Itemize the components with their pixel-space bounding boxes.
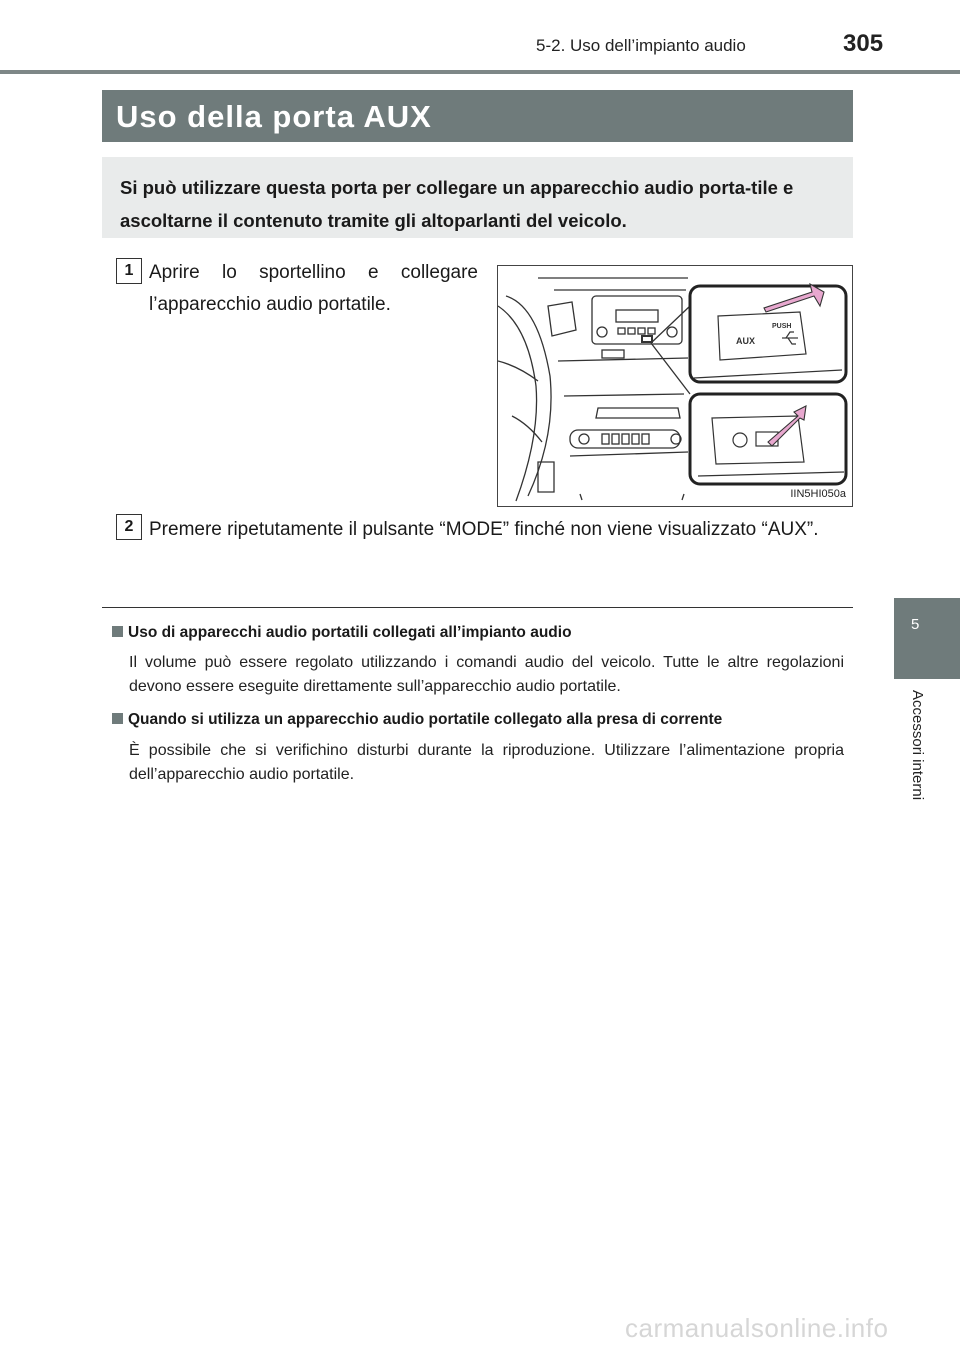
square-bullet-icon (112, 713, 123, 724)
illustration-code: IIN5HI050a (790, 488, 846, 500)
step-2-number: 2 (116, 514, 142, 540)
note-1-title (112, 624, 572, 642)
watermark: carmanualsonline.info (625, 1313, 889, 1343)
note-1-title-text: Uso di apparecchi audio portatili collegati all’impianto audio (128, 624, 572, 641)
note-2-body: È possibile che si verifichino disturbi durante la riproduzione. Utilizzare l’alimentazione propria dell’apparecchio audio portatile. (129, 742, 844, 783)
push-label: PUSH (772, 323, 792, 330)
header-rule (0, 70, 960, 74)
aux-label: AUX (736, 336, 756, 346)
step-1-number: 1 (116, 258, 142, 284)
running-header-section: 5-2. Uso dell’impianto audio (536, 36, 746, 55)
chapter-number: 5 (911, 616, 920, 633)
step-1-text: Aprire lo sportellino e collegare l’apparecchio audio portatile. (149, 262, 478, 315)
intro-box (102, 157, 853, 238)
note-2-title (112, 711, 722, 729)
chapter-side-tab (894, 598, 960, 679)
dashboard-drawing (498, 266, 853, 507)
page-number: 305 (843, 30, 884, 57)
section-title-bar (102, 90, 853, 142)
note-1-body: Il volume può essere regolato utilizzando i comandi audio del veicolo. Tutte le altre regolazioni devono essere eseguite direttamente sull’apparecchio audio portatile. (129, 654, 844, 695)
aux-port-illustration (497, 265, 853, 507)
square-bullet-icon (112, 626, 123, 637)
chapter-label: Accessori interni (909, 690, 926, 801)
chapter-label-wrap (904, 690, 928, 830)
note-2-title-text: Quando si utilizza un apparecchio audio portatile collegato alla presa di corrente (128, 711, 723, 728)
intro-text: Si può utilizzare questa porta per collegare un apparecchio audio porta-tile e ascoltarne il contenuto tramite gli altoparlanti del veicolo. (120, 177, 794, 231)
section-title: Uso della porta AUX (116, 99, 432, 134)
section-divider (102, 607, 853, 608)
step-2-text: Premere ripetutamente il pulsante “MODE” finché non viene visualizzato “AUX”. (149, 519, 819, 540)
